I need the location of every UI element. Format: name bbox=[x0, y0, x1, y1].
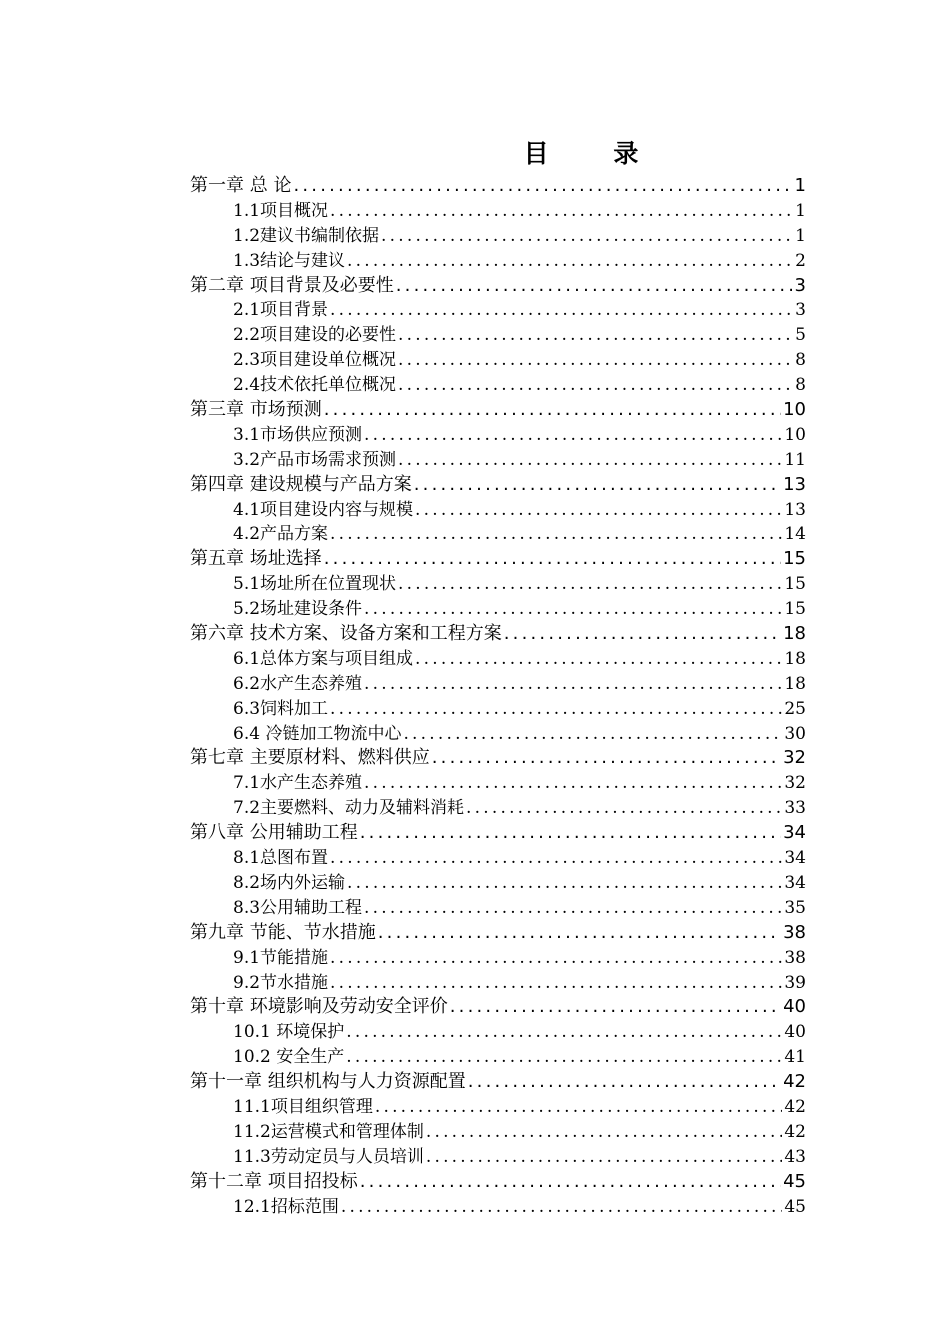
toc-section-entry[interactable] bbox=[190, 896, 806, 921]
toc-leader-dots bbox=[364, 896, 782, 921]
toc-entry-label: 6.1总体方案与项目组成 bbox=[233, 648, 414, 669]
toc-leader-dots bbox=[330, 522, 782, 547]
toc-page-number: 32 bbox=[783, 747, 806, 769]
toc-page-number: 34 bbox=[784, 872, 806, 893]
toc-section-entry[interactable] bbox=[190, 199, 806, 224]
toc-entry-label: 12.1招标范围 bbox=[233, 1196, 339, 1217]
toc-page-number: 32 bbox=[784, 773, 806, 794]
toc-page-number: 18 bbox=[783, 623, 806, 645]
toc-section-entry[interactable] bbox=[190, 971, 806, 996]
toc-entry-label: 2.3项目建设单位概况 bbox=[233, 350, 397, 371]
toc-section-entry[interactable] bbox=[190, 946, 806, 971]
toc-section-entry[interactable] bbox=[190, 672, 806, 697]
toc-chapter-entry[interactable] bbox=[190, 1070, 806, 1095]
toc-page-number: 10 bbox=[783, 399, 806, 421]
toc-page-number: 41 bbox=[784, 1047, 806, 1068]
toc-page-number: 18 bbox=[784, 673, 806, 694]
toc-leader-dots bbox=[330, 846, 782, 871]
toc-leader-dots bbox=[466, 796, 782, 821]
toc-page-number: 15 bbox=[784, 574, 806, 595]
toc-leader-dots bbox=[330, 971, 782, 996]
toc-leader-dots bbox=[414, 473, 781, 498]
toc-leader-dots bbox=[378, 921, 781, 946]
toc-page-number: 8 bbox=[795, 375, 806, 396]
toc-entry-label: 第十二章 项目招投标 bbox=[190, 1170, 358, 1192]
toc-leader-dots bbox=[346, 1045, 782, 1070]
toc-page-number: 5 bbox=[795, 325, 806, 346]
toc-leader-dots bbox=[375, 1095, 783, 1120]
toc-entry-label: 6.4 冷链加工物流中心 bbox=[233, 723, 402, 744]
toc-page-number: 2 bbox=[795, 250, 806, 271]
toc-section-entry[interactable] bbox=[190, 498, 806, 523]
toc-page-number: 10 bbox=[784, 424, 806, 445]
toc-leader-dots bbox=[415, 498, 782, 523]
toc-chapter-entry[interactable] bbox=[190, 1170, 806, 1195]
toc-section-entry[interactable] bbox=[190, 572, 806, 597]
toc-section-entry[interactable] bbox=[190, 522, 806, 547]
toc-entry-label: 第十章 环境影响及劳动安全评价 bbox=[190, 996, 448, 1018]
toc-entry-label: 6.3饲料加工 bbox=[233, 698, 329, 719]
toc-page-number: 34 bbox=[784, 848, 806, 869]
toc-entry-label: 3.1市场供应预测 bbox=[233, 424, 363, 445]
toc-chapter-entry[interactable] bbox=[190, 274, 806, 299]
toc-leader-dots bbox=[324, 547, 781, 572]
toc-page-number: 45 bbox=[783, 1170, 806, 1192]
toc-page-number: 33 bbox=[784, 798, 806, 819]
toc-entry-label: 11.2运营模式和管理体制 bbox=[233, 1121, 424, 1142]
toc-leader-dots bbox=[426, 1145, 783, 1170]
toc-leader-dots bbox=[341, 1195, 783, 1220]
toc-entry-label: 3.2产品市场需求预测 bbox=[233, 449, 397, 470]
toc-page-number: 11 bbox=[784, 449, 806, 470]
toc-entry-label: 9.1节能措施 bbox=[233, 947, 329, 968]
toc-entry-label: 4.1项目建设内容与规模 bbox=[233, 499, 414, 520]
toc-page-number: 15 bbox=[783, 548, 806, 570]
toc-entry-label: 5.2场址建设条件 bbox=[233, 599, 363, 620]
toc-chapter-entry[interactable] bbox=[190, 547, 806, 572]
toc-section-entry[interactable] bbox=[190, 1120, 806, 1145]
toc-entry-label: 10.2 安全生产 bbox=[233, 1047, 345, 1068]
toc-page-number: 18 bbox=[784, 648, 806, 669]
toc-leader-dots bbox=[360, 1170, 781, 1195]
toc-section-entry[interactable] bbox=[190, 597, 806, 622]
toc-page-number: 45 bbox=[784, 1196, 806, 1217]
toc-leader-dots bbox=[330, 199, 792, 224]
toc-entry-label: 1.2建议书编制依据 bbox=[233, 225, 380, 246]
toc-leader-dots bbox=[381, 224, 792, 249]
toc-entry-label: 第七章 主要原材料、燃料供应 bbox=[190, 747, 430, 769]
toc-entry-label: 2.2项目建设的必要性 bbox=[233, 325, 397, 346]
toc-page-number: 43 bbox=[784, 1146, 806, 1167]
toc-leader-dots bbox=[364, 597, 782, 622]
toc-section-entry[interactable] bbox=[190, 348, 806, 373]
toc-leader-dots bbox=[415, 647, 782, 672]
toc-entry-label: 10.1 环境保护 bbox=[233, 1022, 345, 1043]
toc-chapter-entry[interactable] bbox=[190, 821, 806, 846]
page-title: 目 录 bbox=[523, 139, 667, 168]
toc-page-number: 38 bbox=[783, 921, 806, 943]
toc-entry-label: 第十一章 组织机构与人力资源配置 bbox=[190, 1071, 466, 1093]
toc-section-entry[interactable] bbox=[190, 323, 806, 348]
toc-section-entry[interactable] bbox=[190, 846, 806, 871]
toc-entry-label: 11.1项目组织管理 bbox=[233, 1096, 373, 1117]
toc-leader-dots bbox=[468, 1070, 781, 1095]
toc-page-number: 13 bbox=[784, 499, 806, 520]
toc-section-entry[interactable] bbox=[190, 373, 806, 398]
toc-entry-label: 5.1场址所在位置现状 bbox=[233, 574, 397, 595]
toc-leader-dots bbox=[398, 373, 792, 398]
toc-chapter-entry[interactable] bbox=[190, 921, 806, 946]
toc-chapter-entry[interactable] bbox=[190, 746, 806, 771]
toc-entry-label: 2.1项目背景 bbox=[233, 300, 329, 321]
toc-section-entry[interactable] bbox=[190, 1195, 806, 1220]
toc-leader-dots bbox=[398, 323, 792, 348]
toc-entry-label: 第三章 市场预测 bbox=[190, 399, 322, 421]
toc-entry-label: 第四章 建设规模与产品方案 bbox=[190, 473, 412, 495]
toc-leader-dots bbox=[396, 274, 792, 299]
toc-entry-label: 11.3劳动定员与人员培训 bbox=[233, 1146, 424, 1167]
toc-leader-dots bbox=[398, 448, 782, 473]
toc-section-entry[interactable] bbox=[190, 796, 806, 821]
toc-leader-dots bbox=[364, 771, 782, 796]
toc-chapter-entry[interactable] bbox=[190, 174, 806, 199]
toc-leader-dots bbox=[398, 348, 792, 373]
toc-page-number: 8 bbox=[795, 350, 806, 371]
toc-page-number: 38 bbox=[784, 947, 806, 968]
toc-leader-dots bbox=[330, 298, 792, 323]
toc-page-number: 39 bbox=[784, 972, 806, 993]
toc-leader-dots bbox=[324, 398, 781, 423]
toc-entry-label: 9.2节水措施 bbox=[233, 972, 329, 993]
toc-section-entry[interactable] bbox=[190, 298, 806, 323]
toc-page-number: 13 bbox=[783, 473, 806, 495]
toc-section-entry[interactable] bbox=[190, 647, 806, 672]
toc-page-number: 42 bbox=[784, 1121, 806, 1142]
toc-leader-dots bbox=[364, 672, 782, 697]
table-of-contents bbox=[190, 174, 806, 1219]
toc-page-number: 40 bbox=[784, 1022, 806, 1043]
toc-section-entry[interactable] bbox=[190, 697, 806, 722]
toc-leader-dots bbox=[504, 622, 781, 647]
toc-entry-label: 8.2场内外运输 bbox=[233, 872, 346, 893]
toc-chapter-entry[interactable] bbox=[190, 995, 806, 1020]
toc-leader-dots bbox=[364, 423, 782, 448]
toc-section-entry[interactable] bbox=[190, 448, 806, 473]
toc-page-number: 1 bbox=[794, 175, 806, 196]
toc-section-entry[interactable] bbox=[190, 1095, 806, 1120]
toc-leader-dots bbox=[346, 1020, 782, 1045]
toc-section-entry[interactable] bbox=[190, 771, 806, 796]
toc-leader-dots bbox=[293, 174, 792, 199]
toc-leader-dots bbox=[398, 572, 782, 597]
toc-leader-dots bbox=[347, 871, 782, 896]
toc-leader-dots bbox=[403, 722, 782, 747]
toc-entry-label: 8.3公用辅助工程 bbox=[233, 897, 363, 918]
toc-section-entry[interactable] bbox=[190, 871, 806, 896]
toc-entry-label: 1.3结论与建议 bbox=[233, 250, 346, 271]
toc-entry-label: 第九章 节能、节水措施 bbox=[190, 921, 376, 943]
toc-section-entry[interactable] bbox=[190, 1045, 806, 1070]
toc-entry-label: 第六章 技术方案、设备方案和工程方案 bbox=[190, 623, 502, 645]
toc-entry-label: 1.1项目概况 bbox=[233, 200, 329, 221]
toc-entry-label: 第五章 场址选择 bbox=[190, 548, 322, 570]
toc-entry-label: 7.2主要燃料、动力及辅料消耗 bbox=[233, 798, 465, 819]
toc-section-entry[interactable] bbox=[190, 224, 806, 249]
toc-leader-dots bbox=[347, 249, 792, 274]
toc-leader-dots bbox=[426, 1120, 783, 1145]
toc-section-entry[interactable] bbox=[190, 249, 806, 274]
toc-entry-label: 8.1总图布置 bbox=[233, 848, 329, 869]
toc-page-number: 42 bbox=[784, 1096, 806, 1117]
toc-leader-dots bbox=[360, 821, 781, 846]
toc-page-number: 1 bbox=[795, 200, 806, 221]
toc-page-number: 3 bbox=[794, 274, 806, 296]
toc-entry-label: 2.4技术依托单位概况 bbox=[233, 375, 397, 396]
toc-page-number: 1 bbox=[795, 225, 806, 246]
toc-leader-dots bbox=[432, 746, 781, 771]
toc-page-number: 40 bbox=[783, 996, 806, 1018]
toc-page-number: 3 bbox=[795, 300, 806, 321]
toc-leader-dots bbox=[330, 697, 782, 722]
toc-page-number: 15 bbox=[784, 599, 806, 620]
toc-section-entry[interactable] bbox=[190, 1145, 806, 1170]
toc-page-number: 35 bbox=[784, 897, 806, 918]
toc-leader-dots bbox=[450, 995, 781, 1020]
toc-chapter-entry[interactable] bbox=[190, 473, 806, 498]
toc-page-number: 30 bbox=[784, 723, 806, 744]
toc-chapter-entry[interactable] bbox=[190, 622, 806, 647]
toc-entry-label: 第二章 项目背景及必要性 bbox=[190, 274, 394, 296]
toc-section-entry[interactable] bbox=[190, 1020, 806, 1045]
toc-chapter-entry[interactable] bbox=[190, 398, 806, 423]
toc-page-number: 14 bbox=[784, 524, 806, 545]
toc-entry-label: 4.2产品方案 bbox=[233, 524, 329, 545]
toc-page-number: 42 bbox=[783, 1071, 806, 1093]
toc-entry-label: 7.1水产生态养殖 bbox=[233, 773, 363, 794]
toc-section-entry[interactable] bbox=[190, 423, 806, 448]
toc-leader-dots bbox=[330, 946, 782, 971]
toc-entry-label: 第八章 公用辅助工程 bbox=[190, 822, 358, 844]
toc-entry-label: 第一章 总 论 bbox=[190, 175, 292, 196]
toc-page-number: 25 bbox=[784, 698, 806, 719]
toc-entry-label: 6.2水产生态养殖 bbox=[233, 673, 363, 694]
toc-section-entry[interactable] bbox=[190, 722, 806, 747]
toc-page-number: 34 bbox=[783, 822, 806, 844]
